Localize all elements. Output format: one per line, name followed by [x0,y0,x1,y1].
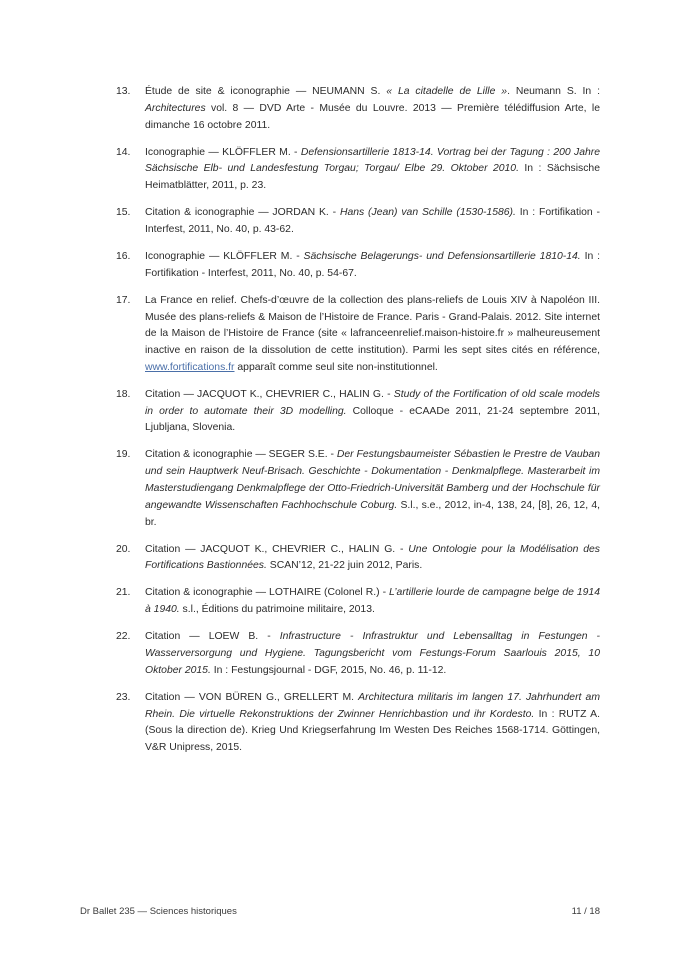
reference-title: Une Ontologie pour la Modélisation des Fortifications Bastionnées. [145,543,600,572]
footer-left: Dr Ballet 235 — Sciences historiques [80,906,237,917]
reference-number: 19. [116,449,131,461]
reference-number: 21. [116,587,131,599]
reference-number: 17. [116,294,131,306]
reference-text [145,585,600,619]
reference-segment: In : Fortifikation - Interfest, 2011, No. 40, p. 54-67. [145,250,601,279]
reference-text [145,249,600,283]
reference-title: Sächsische Belagerungs- und Defensionsartillerie 1810-14. [303,250,581,262]
reference-segment: In : Festungsjournal - DGF, 2015, No. 46, p. 11-12. [210,664,447,676]
reference-segment: Iconographie — KLÖFFLER M. - [145,250,304,262]
reference-title: Defensionsartillerie 1813-14. Vortrag bei der Tagung : 200 Jahre Sächsische Elb- und Landesfestung Torgau; Torgau/ Elbe 29. Oktober 2010. [145,146,600,175]
reference-link[interactable]: www.fortifications.fr [145,361,235,373]
reference-text [145,542,600,576]
reference-segment: apparaît comme seul site non-institutionnel. [234,361,438,373]
reference-segment: In : Sächsische Heimatblätter, 2011, p. 23. [145,163,600,192]
reference-item [116,629,600,679]
page-number: 11 / 18 [571,906,600,917]
reference-number: 20. [116,543,131,555]
reference-title: « La citadelle de Lille » [386,86,508,97]
reference-text [145,293,600,377]
reference-segment: Citation & iconographie — JORDAN K. - [145,207,340,219]
reference-segment: In : Fortifikation - Interfest, 2011, No. 40, p. 43-62. [145,207,600,235]
reference-segment: Citation — JACQUOT K., CHEVRIER C., HALIN G. - [145,388,394,400]
reference-title: Infrastructure - Infrastruktur und Lebensalltag in Festungen - Wasserversorgung und Hygiene. Tagungsbericht vom Festungs-Forum Saarlouis 2015, 10 Oktober 2015. [145,631,600,676]
reference-text [145,205,600,239]
reference-item [116,690,600,757]
reference-segment: In : RUTZ A. (Sous la direction de). Krieg Und Kriegserfahrung Im Westen Des Reiches 1568-1714. Göttingen, V&R Unipress, 2015. [145,708,601,754]
reference-item [116,542,600,576]
reference-text [145,145,600,195]
reference-item [116,585,600,619]
reference-segment: vol. 8 — DVD Arte - Musée du Louvre. 2013 — Première télédiffusion Arte, le dimanche 16 octobre 2011. [145,102,600,131]
reference-text [145,84,600,134]
reference-title: Hans (Jean) van Schille (1530-1586). [339,207,516,219]
reference-segment: SCAN’12, 21-22 juin 2012, Paris. [266,560,423,572]
reference-item [116,293,600,377]
reference-segment: Colloque - eCAADe 2011, 21-24 septembre 2011, Ljubljana, Slovenia. [145,405,600,434]
reference-segment: Citation & iconographie — SEGER S.E. - [145,449,337,461]
reference-segment: s.l., Éditions du patrimoine militaire, 2013. [179,604,375,616]
reference-segment: S.l., s.e., 2012, in-4, 138, 24, [8], 26, 12, 4, br. [145,499,600,528]
reference-number: 23. [116,691,131,703]
reference-text [145,629,600,679]
reference-number: 13. [116,86,131,97]
reference-item [116,145,600,195]
reference-item [116,387,600,437]
reference-item [116,84,600,134]
reference-text [145,690,600,757]
reference-number: 18. [116,388,131,400]
reference-item [116,447,600,531]
reference-segment: Citation — JACQUOT K., CHEVRIER C., HALIN G. - [145,543,409,555]
reference-segment: Étude de site & iconographie — NEUMANN S. [145,86,387,97]
reference-number: 22. [116,631,131,643]
reference-item [116,205,600,239]
reference-title: Study of the Fortification of old scale models in order to automate their 3D modelling. [145,388,600,417]
reference-number: 14. [116,146,131,158]
reference-title: L’artillerie lourde de campagne belge de 1914 à 1940. [145,587,600,616]
reference-title: Architectures [145,102,206,114]
reference-segment: . Neumann S. In : [507,86,600,97]
reference-title: Der Festungsbaumeister Sébastien le Prestre de Vauban und sein Hauptwerk Neuf-Brisach. Geschichte - Dokumentation - Denkmalpflege. Masterarbeit im Masterstudiengang Denkmalpflege der Otto-Friedrich-Universität Bamberg und der Hochschule für angewandte Wissenschaften Fachhochschule Coburg. [145,449,600,511]
reference-item [116,249,600,283]
reference-number: 15. [116,207,131,219]
reference-title: Architectura militaris im langen 17. Jahrhundert am Rhein. Die virtuelle Rekonstruktions der Zwinner Henrichbastion und ihr Kordesto. [145,691,600,720]
reference-segment: La France en relief. Chefs-d’œuvre de la collection des plans-reliefs de Louis XIV à Napoléon III. Musée des plans-reliefs & Maison de l’Histoire de France. Paris - Grand-Palais. 2012. Site internet de la Maison de l’Histoire de France (site « lafranceenrelief.maison-histoire.fr » malheureusement inactive en raison de la dissolution de cette institution). Parmi les sept sites cités en référence, [145,294,600,357]
reference-text [145,447,600,531]
reference-segment: Citation — VON BÜREN G., GRELLERT M. [145,691,359,703]
reference-segment: Iconographie — KLÖFFLER M. - [145,146,301,158]
reference-list [116,84,600,767]
reference-segment: Citation & iconographie — LOTHAIRE (Colonel R.) - [145,587,390,599]
reference-text [145,387,600,437]
reference-segment: Citation — LOEW B. - [145,631,280,643]
page-footer [80,906,600,917]
reference-number: 16. [116,250,131,262]
